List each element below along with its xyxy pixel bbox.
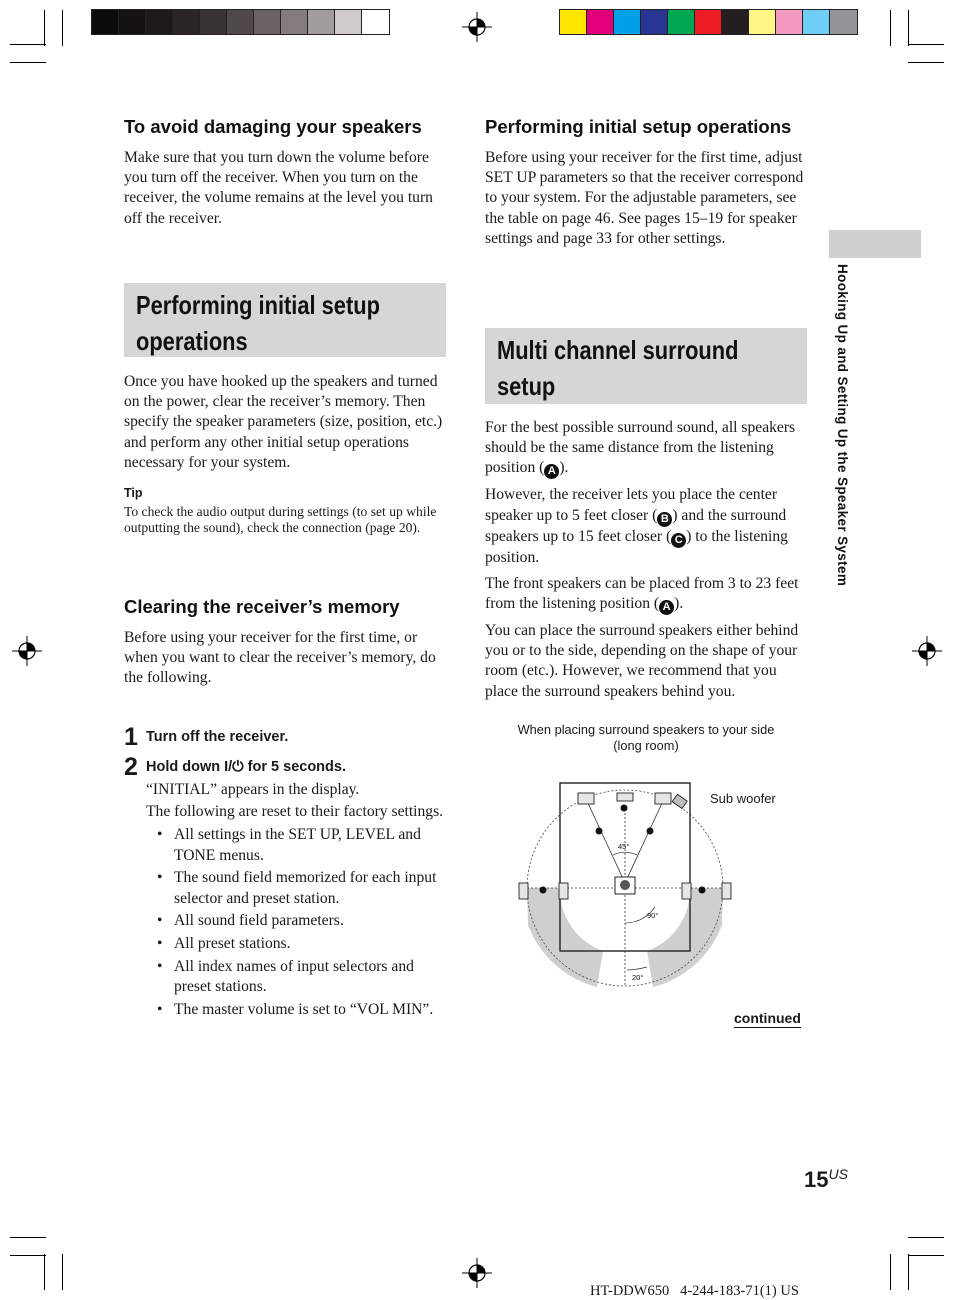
surround-text	[485, 418, 807, 708]
reset-items-list	[146, 825, 446, 1020]
clear-heading: Clearing the receiver’s memory	[124, 596, 400, 617]
registration-target-bottom	[462, 1258, 492, 1288]
sub-woofer-label: Sub woofer	[710, 791, 776, 806]
surround-para-3: The front speakers can be placed from 3 to 23 feet from the listening position ( A ).	[485, 574, 799, 614]
list-item: • All index names of input selectors and preset stations.	[146, 957, 446, 997]
grayscale-swatch	[281, 10, 308, 34]
perf-section	[485, 115, 807, 249]
banner-line-1: Multi channel surround	[497, 335, 739, 365]
list-item: • The sound field memorized for each input selector and preset station.	[146, 868, 446, 908]
process-swatch	[803, 10, 830, 34]
surround-para-2: However, the receiver lets you place the center speaker up to 5 feet closer ( B ) and the surround speakers up to 15 feet closer ( C ) to the listening position.	[485, 486, 788, 566]
avoid-heading: To avoid damaging your speakers	[124, 116, 422, 137]
step-1-text: Turn off the receiver.	[146, 729, 289, 745]
process-swatch	[695, 10, 722, 34]
angle-90-label: 90°	[647, 911, 659, 920]
process-swatch	[749, 10, 776, 34]
diagram-caption-line-2: (long room)	[613, 738, 679, 753]
registration-target-top	[462, 12, 492, 42]
banner-line-2: operations	[136, 326, 248, 356]
list-item: • All sound field parameters.	[146, 911, 446, 931]
process-swatch	[560, 10, 587, 34]
step-2-number: 2	[124, 753, 138, 781]
page-suffix: US	[828, 1166, 848, 1182]
step-1-number: 1	[124, 723, 138, 751]
process-swatch	[830, 10, 857, 34]
banner-initial-setup	[124, 283, 446, 357]
list-item: • All settings in the SET UP, LEVEL and TONE menus.	[146, 825, 446, 865]
process-swatch	[614, 10, 641, 34]
grayscale-swatch	[227, 10, 254, 34]
grayscale-swatch	[200, 10, 227, 34]
registration-target-right	[912, 636, 942, 666]
process-swatch	[587, 10, 614, 34]
step-2-line-1: “INITIAL” appears in the display.	[146, 781, 360, 798]
grayscale-swatch	[146, 10, 173, 34]
intro-body: Once you have hooked up the speakers and turned on the power, clear the receiver’s memory. Then specify the speaker parameters (size, position, etc.) and perform any other initial setup operations necessary for your system.	[124, 373, 443, 471]
process-swatch	[722, 10, 749, 34]
side-tab-label-wrap	[822, 264, 862, 684]
page-number: $15^{US}$	[804, 1166, 848, 1192]
banner-line-2: setup	[497, 371, 556, 401]
tip-text: To check the audio output during settings (to set up while outputting the sound), check the connection (page 20).	[124, 504, 437, 536]
footer-code: HT-DDW650 4-244-183-71(1) US	[590, 1283, 799, 1299]
step-1	[124, 724, 446, 750]
position-a-mark: A	[659, 600, 674, 615]
speaker-layout-diagram	[515, 775, 735, 1000]
position-c-mark: C	[671, 533, 686, 548]
grayscale-swatch	[254, 10, 281, 34]
clear-body: Before using your receiver for the first time, or when you want to clear the receiver’s memory, do the following.	[124, 629, 436, 687]
avoid-body: Make sure that you turn down the volume before you turn off the receiver. When you turn on the receiver, the volume remains at the level you turn off the receiver.	[124, 149, 433, 227]
intro-section	[124, 372, 446, 537]
grayscale-color-bar	[91, 9, 390, 35]
registration-target-left	[12, 636, 42, 666]
step-2-line-2: The following are reset to their factory settings.	[146, 803, 444, 821]
grayscale-swatch	[308, 10, 335, 34]
position-b-mark: B	[657, 512, 672, 527]
perf-heading: Performing initial setup operations	[485, 116, 792, 137]
position-a-mark: A	[544, 464, 559, 479]
process-swatch	[776, 10, 803, 34]
grayscale-swatch	[119, 10, 146, 34]
continued-label: continued	[734, 1010, 801, 1026]
list-item: • The master volume is set to “VOL MIN”.	[146, 1000, 446, 1020]
step-2-text: Hold down I/⏻ for 5 seconds.	[146, 759, 346, 775]
surround-para-4: You can place the surround speakers either behind you or to the side, depending on the shape of your room (etc.). However, we recommend that you place the surround speakers behind you.	[485, 622, 799, 700]
side-tab	[829, 230, 921, 258]
clear-memory-section	[124, 595, 446, 689]
diagram-caption	[485, 722, 807, 754]
process-color-bar	[559, 9, 858, 35]
step-2	[124, 753, 446, 1018]
angle-20-label: 20°	[632, 973, 644, 982]
side-tab-label: Hooking Up and Setting Up the Speaker System	[835, 264, 850, 587]
grayscale-swatch	[362, 10, 389, 34]
avoid-damage-section	[124, 115, 446, 229]
tip-label: Tip	[124, 486, 143, 501]
grayscale-swatch	[173, 10, 200, 34]
surround-para-1: For the best possible surround sound, all speakers should be the same distance from the listening position ( A ).	[485, 419, 796, 478]
diagram-caption-line-1: When placing surround speakers to your side	[517, 722, 775, 737]
perf-body: Before using your receiver for the first time, adjust SET UP parameters so that the receiver correspond to your system. For the adjustable parameters, see the table on page 46. See pages 15–19 for speaker settings and page 33 for other settings.	[485, 149, 804, 247]
process-swatch	[668, 10, 695, 34]
banner-line-1: Performing initial setup	[136, 290, 380, 320]
angle-45-label: 45°	[618, 842, 630, 851]
list-item: • All preset stations.	[146, 934, 446, 954]
grayscale-swatch	[92, 10, 119, 34]
process-swatch	[641, 10, 668, 34]
banner-multi-channel	[485, 328, 807, 404]
grayscale-swatch	[335, 10, 362, 34]
